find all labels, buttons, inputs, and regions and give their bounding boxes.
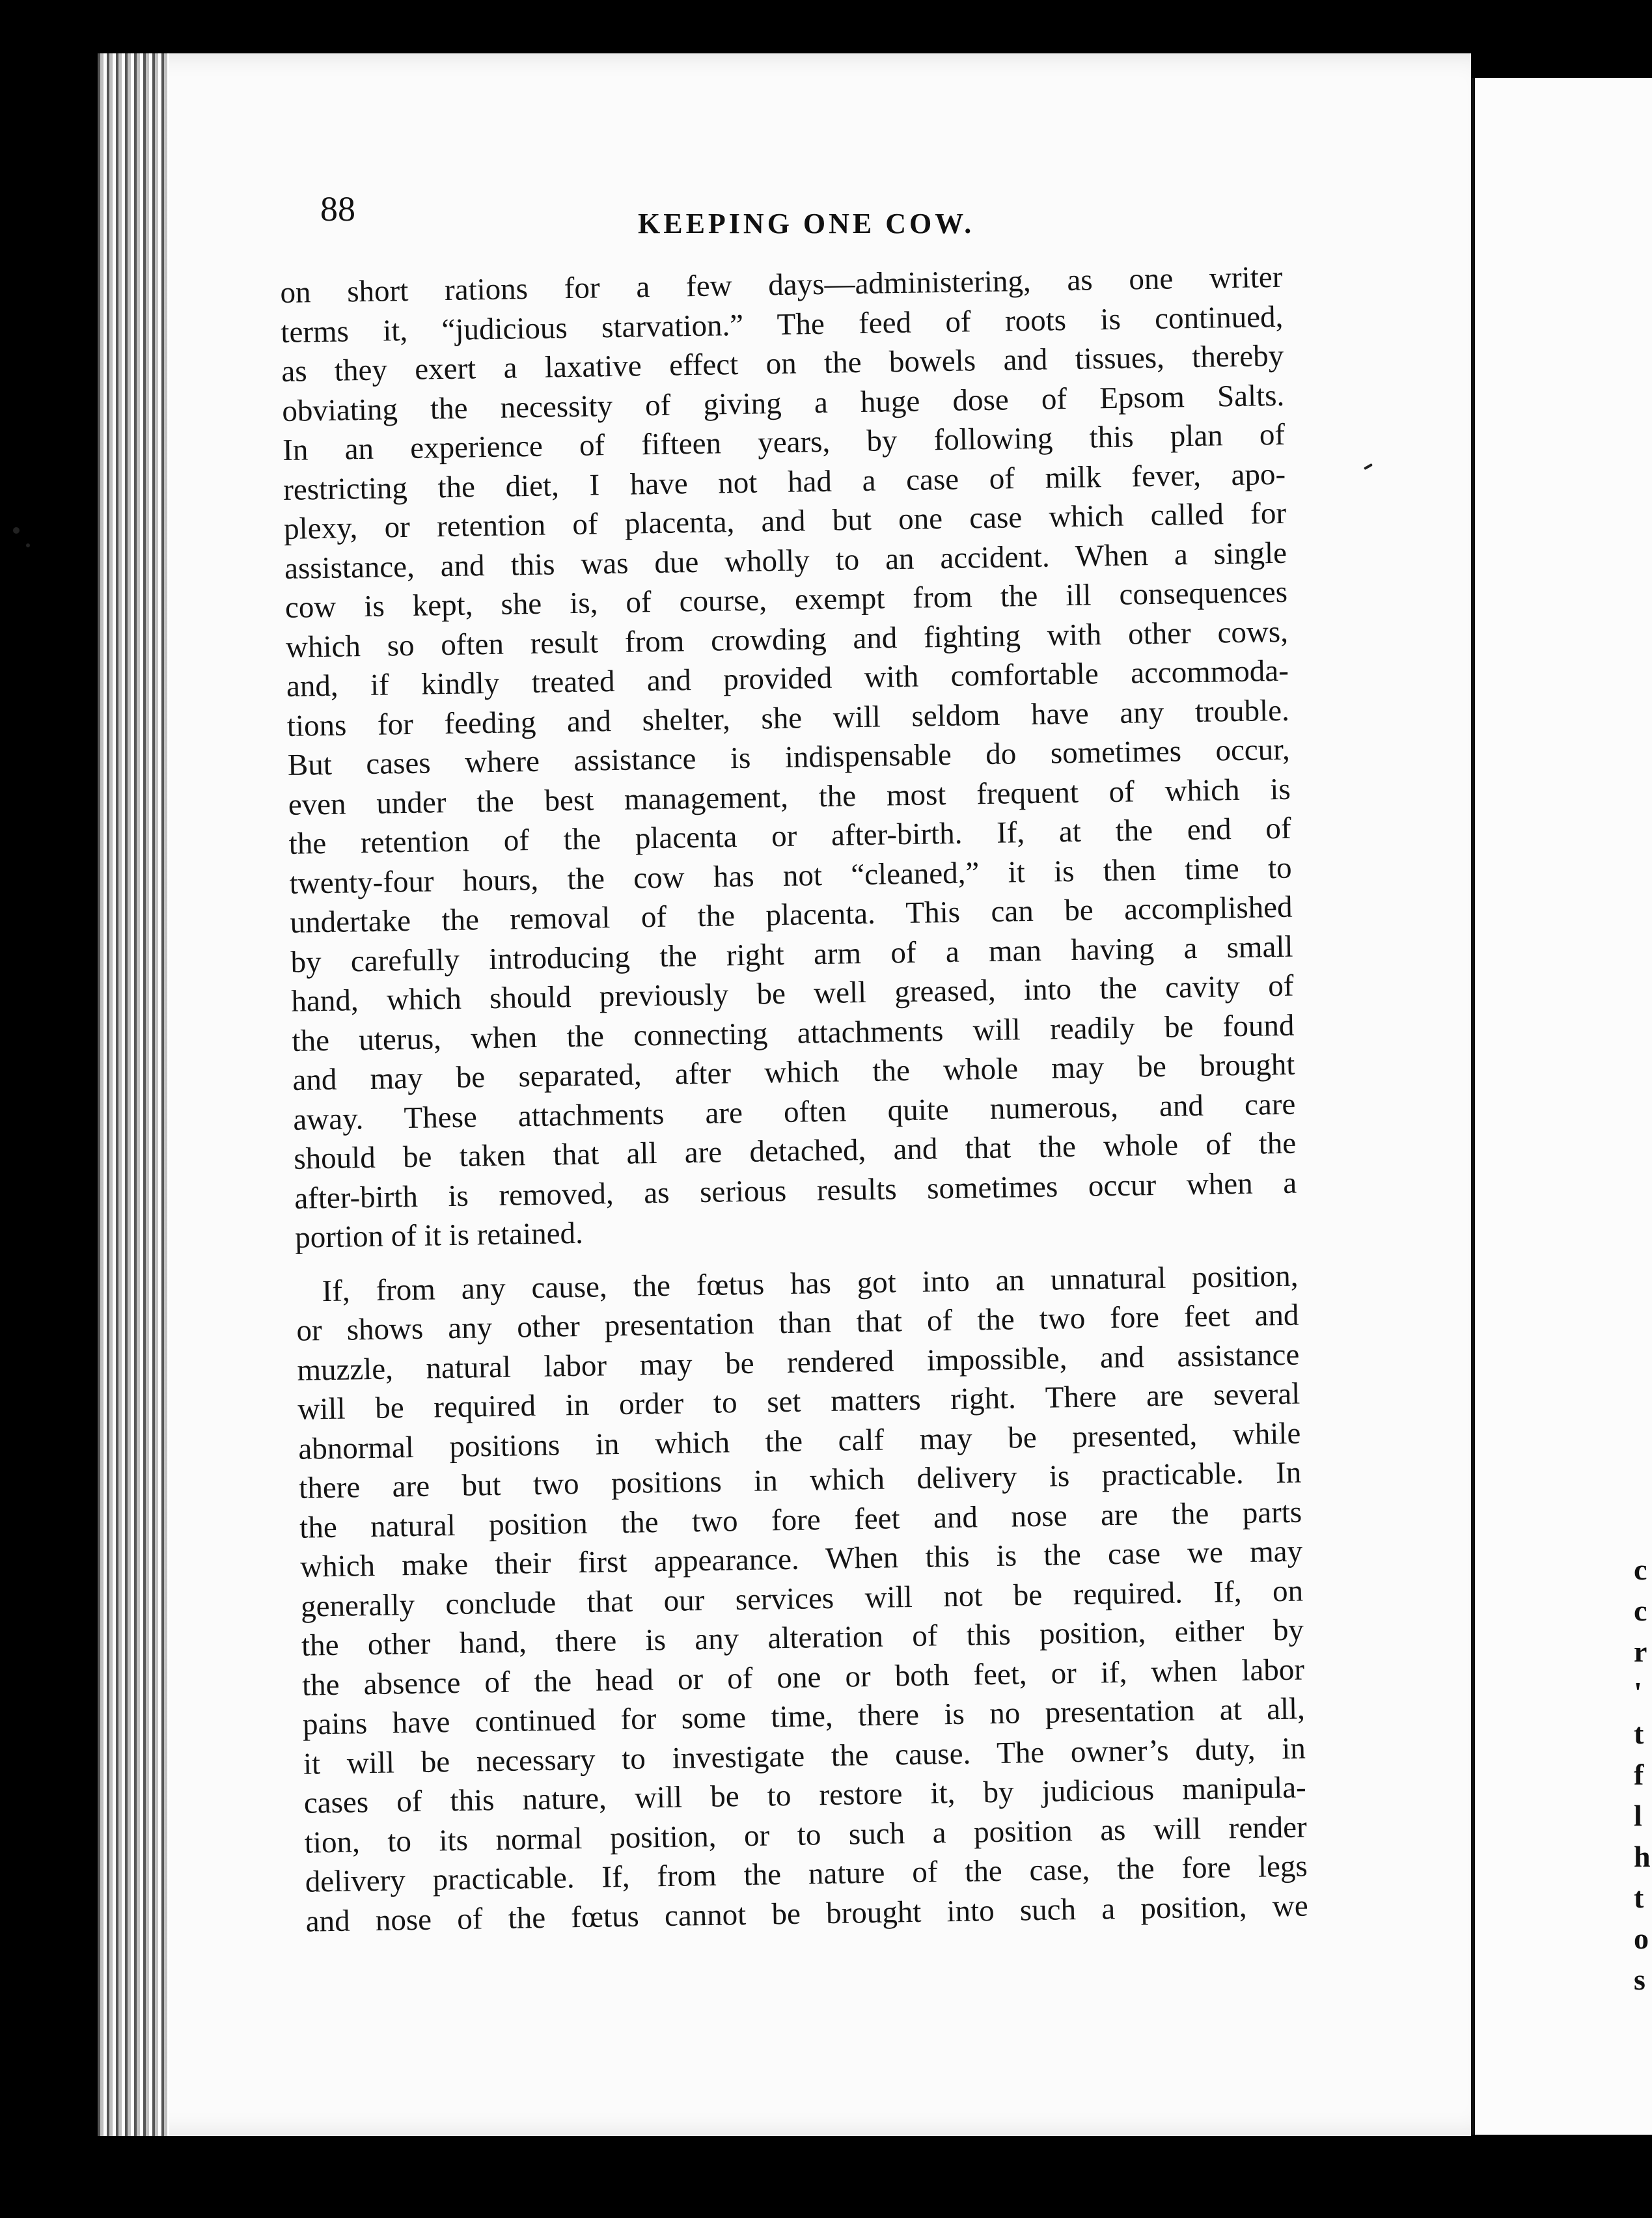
- page-number: 88: [320, 189, 355, 228]
- text-line: which so often result from crowding and fighting with other cows,: [285, 614, 1289, 664]
- right-fragment: s: [1634, 1963, 1645, 1996]
- text-line: cow is kept, she is, of course, exempt from the ill consequences: [284, 575, 1288, 625]
- right-page: [1471, 78, 1652, 2135]
- text-line: generally conclude that our services will not be required. If, on: [300, 1574, 1304, 1624]
- text-line: or shows any other presentation than that of the two fore feet and: [296, 1298, 1299, 1348]
- text-line: twenty-four hours, the cow has not “cleaned,” it is then time to: [289, 851, 1292, 901]
- text-line: But cases where assistance is indispensable do sometimes occur,: [287, 732, 1291, 782]
- right-fragment: l: [1634, 1799, 1642, 1832]
- text-line: and nose of the fœtus cannot be brought into such a position, we: [305, 1889, 1308, 1939]
- text-line: restricting the diet, I have not had a case of milk fever, apo-: [282, 457, 1286, 507]
- right-fragment: r: [1634, 1635, 1647, 1668]
- right-fragment: ': [1634, 1676, 1642, 1709]
- right-fragment: t: [1634, 1881, 1644, 1914]
- text-line: delivery practicable. If, from the nature of the case, the fore legs: [305, 1849, 1308, 1899]
- text-line: should be taken that all are detached, and that the whole of the: [293, 1126, 1297, 1176]
- right-fragment: o: [1634, 1922, 1649, 1955]
- text-line: If, from any cause, the fœtus has got into an unnatural position,: [322, 1259, 1299, 1308]
- text-line: as they exert a laxative effect on the bowels and tissues, thereby: [281, 338, 1284, 389]
- text-line: will be required in order to set matters right. There are several: [297, 1376, 1301, 1427]
- right-fragment: h: [1634, 1840, 1651, 1873]
- text-line: plexy, or retention of placenta, and but one case which called for: [283, 496, 1287, 546]
- text-line: which make their first appearance. When this is the case we may: [299, 1534, 1303, 1584]
- text-line: there are but two positions in which delivery is practicable. In: [298, 1455, 1302, 1505]
- paragraph-1: [280, 258, 1298, 1258]
- text-line: even under the best management, the most frequent of which is: [288, 772, 1291, 822]
- body-text: [280, 258, 1308, 1941]
- text-line: after-birth is removed, as serious results sometimes occur when a: [294, 1166, 1297, 1216]
- text-line: and, if kindly treated and provided with comfortable accommoda-: [286, 653, 1289, 704]
- scan-speck: [26, 543, 30, 547]
- text-line: muzzle, natural labor may be rendered impossible, and assistance: [297, 1337, 1300, 1388]
- text-line: assistance, and this was due wholly to an accident. When a single: [284, 536, 1287, 586]
- text-line: abnormal positions in which the calf may be presented, while: [297, 1416, 1301, 1466]
- text-line: hand, which should previously be well greased, into the cavity of: [291, 968, 1294, 1019]
- text-line: on short rations for a few days—administering, as one writer: [280, 260, 1283, 310]
- text-line: it will be necessary to investigate the cause. The owner’s duty, in: [303, 1731, 1306, 1781]
- text-line: the natural position the two fore feet and nose are the parts: [299, 1495, 1302, 1545]
- text-line: the retention of the placenta or after-birth. If, at the end of: [288, 811, 1291, 861]
- text-line: portion of it is retained.: [294, 1216, 584, 1255]
- text-line: pains have continued for some time, there is no presentation at all,: [302, 1691, 1306, 1742]
- right-fragment: c: [1634, 1553, 1647, 1586]
- text-line: cases of this nature, will be to restore it, by judicious manipula-: [303, 1770, 1307, 1820]
- text-line: by carefully introducing the right arm of a man having a small: [290, 929, 1293, 979]
- text-line: tions for feeding and shelter, she will seldom have any trouble.: [286, 693, 1290, 743]
- text-line: terms it, “judicious starvation.” The feed of roots is continued,: [281, 299, 1284, 349]
- text-line: the other hand, there is any alteration of this position, either by: [301, 1613, 1304, 1663]
- book-binding-edge: [98, 53, 169, 2136]
- right-page-text-fragments: [1634, 1549, 1651, 2000]
- scan-speck: [13, 527, 20, 534]
- text-line: and may be separated, after which the whole may be brought: [292, 1047, 1295, 1097]
- running-head: KEEPING ONE COW.: [638, 208, 975, 240]
- paragraph-2: [296, 1256, 1308, 1941]
- text-line: In an experience of fifteen years, by following this plan of: [282, 417, 1286, 467]
- text-line: the absence of the head or of one or both feet, or if, when labor: [301, 1652, 1305, 1703]
- text-line: away. These attachments are often quite numerous, and care: [293, 1087, 1296, 1137]
- text-line: undertake the removal of the placenta. This can be accomplished: [290, 890, 1293, 940]
- right-fragment: c: [1634, 1594, 1647, 1627]
- text-line: tion, to its normal position, or to such a position as will render: [304, 1810, 1308, 1860]
- right-fragment: t: [1634, 1717, 1644, 1750]
- text-line: the uterus, when the connecting attachments will readily be found: [292, 1008, 1295, 1058]
- right-fragment: f: [1634, 1758, 1644, 1791]
- text-line: obviating the necessity of giving a huge dose of Epsom Salts.: [281, 378, 1285, 428]
